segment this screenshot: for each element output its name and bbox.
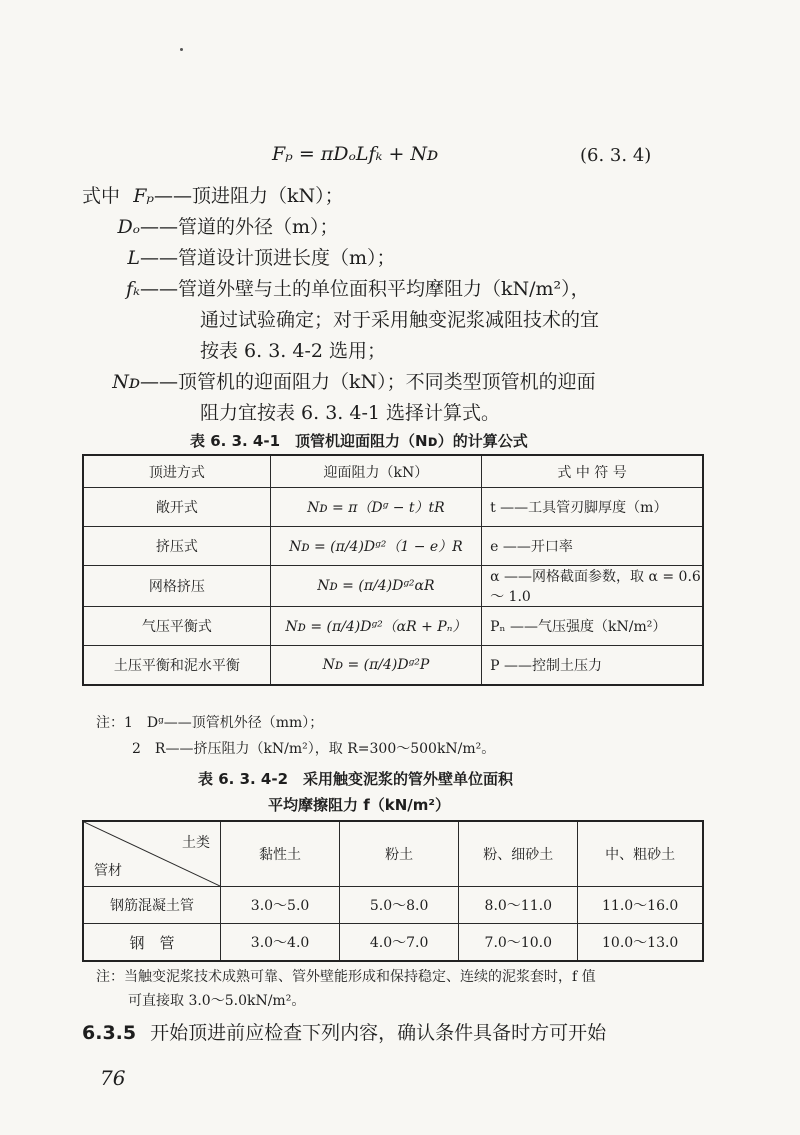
scan-speck xyxy=(180,48,183,51)
table1-header-row xyxy=(83,455,703,488)
table2-corner-cell xyxy=(83,821,221,887)
definition-fk: fₖ——管道外壁与土的单位面积平均摩阻力（kN/m²）， xyxy=(126,278,590,300)
table1-header: 式 中 符 号 xyxy=(482,455,703,488)
table2-header: 中、粗砂土 xyxy=(578,821,703,887)
table2-header-row xyxy=(83,821,703,887)
table2-title-line2: 平均摩擦阻力 f（kN/m²） xyxy=(268,796,450,814)
table2-header: 粉土 xyxy=(340,821,459,887)
table2-note: 注：当触变泥浆技术成熟可靠、管外壁能形成和保持稳定、连续的泥浆套时，f 值 xyxy=(96,969,596,985)
definition-nf: Nᴅ——顶管机的迎面阻力（kN）；不同类型顶管机的迎面 xyxy=(112,371,596,393)
definition-fp: 式中 Fₚ——顶进阻力（kN）； xyxy=(82,181,344,208)
formula: Fₚ = πDₒLfₖ + Nᴅ xyxy=(272,143,439,165)
equation-number: (6. 3. 4) xyxy=(580,145,652,166)
definition-prefix: 式中 xyxy=(82,185,121,207)
table-row: 气压平衡式 Nᴅ = (π/4)Dᵍ²（αR + Pₙ） Pₙ ——气压强度（kN/m²） xyxy=(83,607,703,646)
table1-note-2: 2 R——挤压阻力（kN/m²），取 R=300～500kN/m²。 xyxy=(132,741,496,757)
section-number: 6.3.5 xyxy=(82,1022,137,1044)
table2-note-line2: 可直接取 3.0～5.0kN/m²。 xyxy=(128,993,306,1009)
table1-note-1: 注：1 Dᵍ——顶管机外径（mm）； xyxy=(96,715,324,731)
section-heading xyxy=(82,1018,606,1045)
table-row: 敞开式 Nᴅ = π（Dᵍ − t）tR t ——工具管刃脚厚度（m） xyxy=(83,488,703,527)
definition-do: Dₒ——管道的外径（m）； xyxy=(117,216,339,238)
table1 xyxy=(82,454,704,686)
table2-header: 粉、细砂土 xyxy=(459,821,578,887)
table1-title: 表 6. 3. 4-1 顶管机迎面阻力（Nᴅ）的计算公式 xyxy=(190,432,528,450)
table-row: 挤压式 Nᴅ = (π/4)Dᵍ²（1 − e）R e ——开口率 xyxy=(83,527,703,566)
table1-header: 顶进方式 xyxy=(83,455,270,488)
section-text: 开始顶进前应检查下列内容，确认条件具备时方可开始 xyxy=(150,1022,607,1044)
table-row: 土压平衡和泥水平衡 Nᴅ = (π/4)Dᵍ²P P ——控制土压力 xyxy=(83,646,703,686)
table2 xyxy=(82,820,704,962)
table-row: 钢 管 3.0～4.0 4.0～7.0 7.0～10.0 10.0～13.0 xyxy=(83,924,703,962)
corner-bottom-label: 管材 xyxy=(94,863,122,879)
page-number: 76 xyxy=(100,1066,126,1090)
table2-title: 表 6. 3. 4-2 采用触变泥浆的管外壁单位面积 xyxy=(198,770,514,788)
table1-header: 迎面阻力（kN） xyxy=(270,455,481,488)
definition-nf-cont: 阻力宜按表 6. 3. 4-1 选择计算式。 xyxy=(200,402,501,424)
definition-fk-cont2: 按表 6. 3. 4-2 选用； xyxy=(200,340,387,362)
corner-top-label: 土类 xyxy=(182,835,210,851)
table-row: 钢筋混凝土管 3.0～5.0 5.0～8.0 8.0～11.0 11.0～16.0 xyxy=(83,887,703,924)
table-row: 网格挤压 Nᴅ = (π/4)Dᵍ²αR α ——网格截面参数，取 α = 0.6 ～ 1.0 xyxy=(83,566,703,607)
table2-header: 黏性土 xyxy=(221,821,340,887)
definition-l: L——管道设计顶进长度（m）； xyxy=(127,247,396,269)
definition-fk-cont: 通过试验确定；对于采用触变泥浆减阻技术的宜 xyxy=(200,309,600,331)
